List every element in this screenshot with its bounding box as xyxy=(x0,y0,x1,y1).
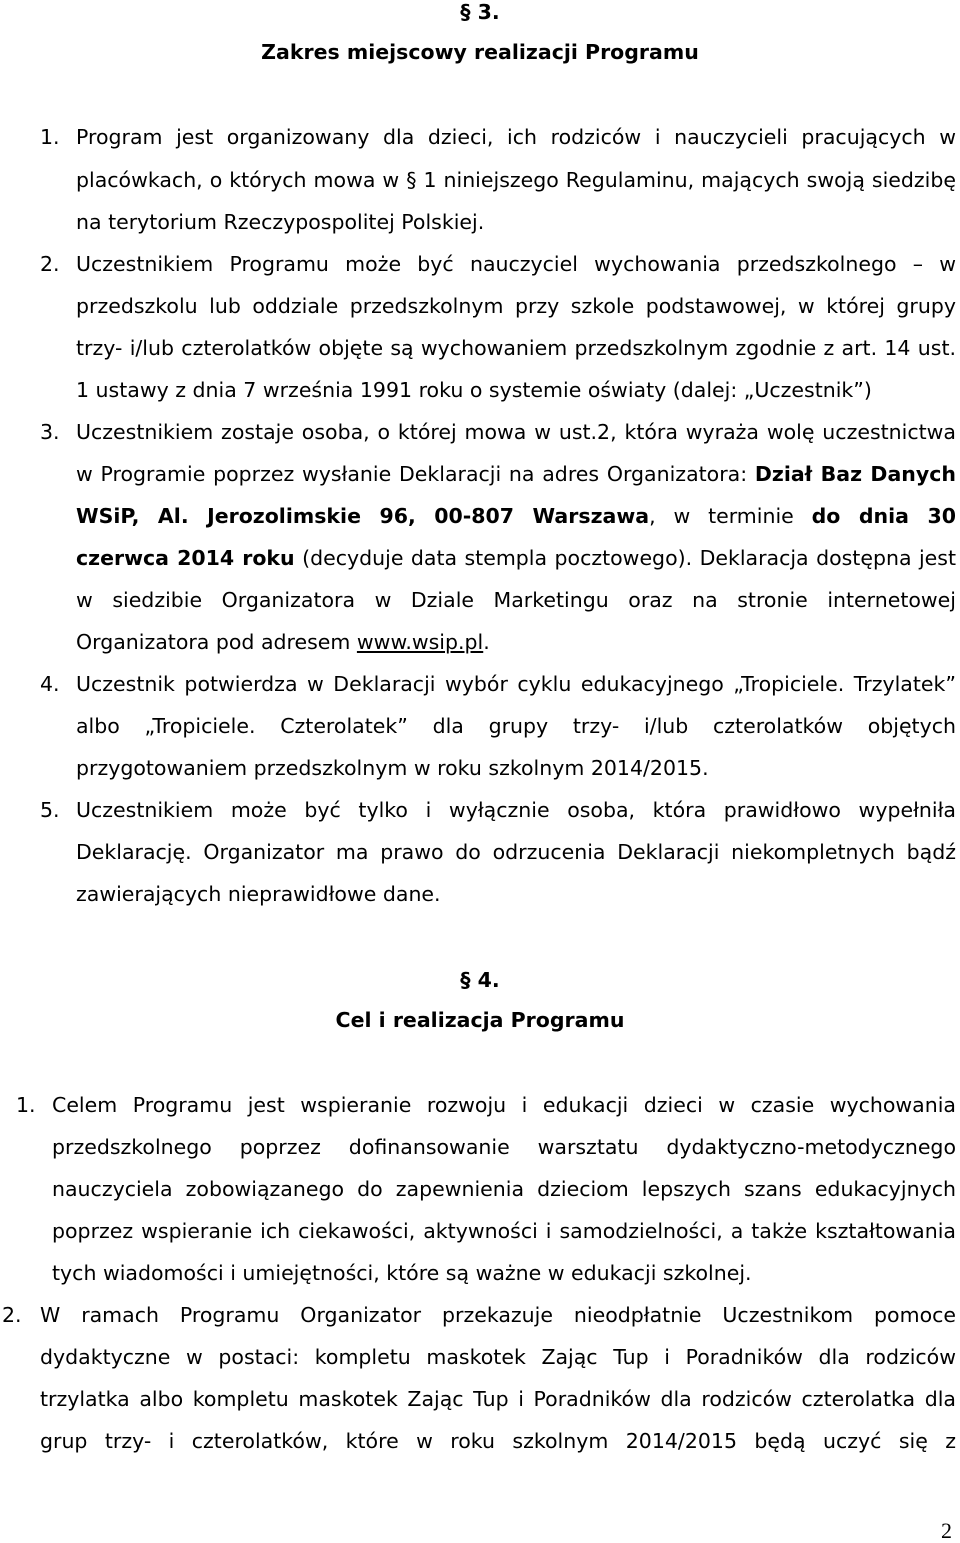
organizer-address: WSiP, Al. Jerozolimskie 96, 00-807 Warszawa xyxy=(76,504,650,528)
paragraph-line: Uczestnikiem Programu może być nauczyciel wychowania przedszkolnego – w xyxy=(76,252,956,276)
paragraph-line: Uczestnikiem zostaje osoba, o której mowa w ust.2, która wyraża wolę uczestnictwa xyxy=(76,420,956,444)
paragraph-line: Celem Programu jest wspieranie rozwoju i edukacji dzieci w czasie wychowania xyxy=(52,1093,956,1117)
paragraph-line: zawierających nieprawidłowe dane. xyxy=(76,882,441,906)
paragraph-line: poprzez wspieranie ich ciekawości, aktywności i samodzielności, a także kształtowania xyxy=(52,1219,956,1243)
paragraph-line xyxy=(76,506,956,527)
paragraph-line: Deklarację. Organizator ma prawo do odrzucenia Deklaracji niekompletnych bądź xyxy=(76,840,956,864)
paragraph-line: przedszkolnego poprzez dofinansowanie warsztatu dydaktyczno-metodycznego xyxy=(52,1135,956,1159)
paragraph-line: Uczestnik potwierdza w Deklaracji wybór cyklu edukacyjnego „Tropiciele. Trzylatek” xyxy=(76,672,956,696)
paragraph-line: przygotowaniem przedszkolnym w roku szkolnym 2014/2015. xyxy=(76,756,709,780)
item-number: 3. xyxy=(40,420,60,444)
paragraph-line xyxy=(76,464,956,485)
paragraph-line xyxy=(76,632,490,653)
section-title: Cel i realizacja Programu xyxy=(335,1008,625,1032)
item-number: 1. xyxy=(16,1093,36,1117)
text-span: . xyxy=(483,630,490,654)
website-link[interactable]: www.wsip.pl xyxy=(356,630,484,654)
paragraph-line: grup trzy- i czterolatków, które w roku szkolnym 2014/2015 będą uczyć się z xyxy=(40,1429,956,1453)
paragraph-line: tych wiadomości i umiejętności, które są ważne w edukacji szkolnej. xyxy=(52,1261,752,1285)
deadline: do dnia 30 xyxy=(811,504,956,528)
item-number: 2. xyxy=(40,252,60,276)
section-mark: § 4. xyxy=(460,968,500,992)
paragraph-line: albo „Tropiciele. Czterolatek” dla grupy trzy- i/lub czterolatków objętych xyxy=(76,714,956,738)
paragraph-line xyxy=(76,548,956,569)
paragraph-line: trzylatka albo kompletu maskotek Zając Tup i Poradników dla rodziców czterolatka dla xyxy=(40,1387,956,1411)
paragraph-line: przedszkolu lub oddziale przedszkolnym przy szkole podstawowej, w której grupy xyxy=(76,294,956,318)
page-number: 2 xyxy=(941,1518,952,1543)
paragraph-line: na terytorium Rzeczypospolitej Polskiej. xyxy=(76,210,485,234)
section-title: Zakres miejscowy realizacji Programu xyxy=(261,40,699,64)
paragraph-line: nauczyciela zobowiązanego do zapewnienia dzieciom lepszych szans edukacyjnych xyxy=(52,1177,956,1201)
paragraph-line: dydaktyczne w postaci: kompletu maskotek Zając Tup i Poradników dla rodziców xyxy=(40,1345,956,1369)
paragraph-line: w siedzibie Organizatora w Dziale Marketingu oraz na stronie internetowej xyxy=(76,588,956,612)
paragraph-line: W ramach Programu Organizator przekazuje nieodpłatnie Uczestnikom pomoce xyxy=(40,1303,956,1327)
item-number: 2. xyxy=(2,1303,22,1327)
paragraph-line: 1 ustawy z dnia 7 września 1991 roku o systemie oświaty (dalej: „Uczestnik”) xyxy=(76,378,872,402)
paragraph-line: Program jest organizowany dla dzieci, ich rodziców i nauczycieli pracujących w xyxy=(76,125,956,149)
deadline: czerwca 2014 roku xyxy=(76,546,295,570)
organizer-address: Dział Baz Danych xyxy=(754,462,956,486)
text-span: w Programie poprzez wysłanie Deklaracji na adres Organizatora: xyxy=(76,462,755,486)
text-span: , w terminie xyxy=(649,504,812,528)
paragraph-line: Uczestnikiem może być tylko i wyłącznie osoba, która prawidłowo wypełniła xyxy=(76,798,956,822)
section-mark: § 3. xyxy=(460,0,500,24)
paragraph-line: placówkach, o których mowa w § 1 niniejszego Regulaminu, mających swoją siedzibę xyxy=(76,168,956,192)
text-span: Organizatora pod adresem xyxy=(76,630,357,654)
text-span: (decyduje data stempla pocztowego). Deklaracja dostępna jest xyxy=(294,546,956,570)
item-number: 4. xyxy=(40,672,60,696)
item-number: 1. xyxy=(40,125,60,149)
item-number: 5. xyxy=(40,798,60,822)
paragraph-line: trzy- i/lub czterolatków objęte są wychowaniem przedszkolnym zgodnie z art. 14 ust. xyxy=(76,336,956,360)
